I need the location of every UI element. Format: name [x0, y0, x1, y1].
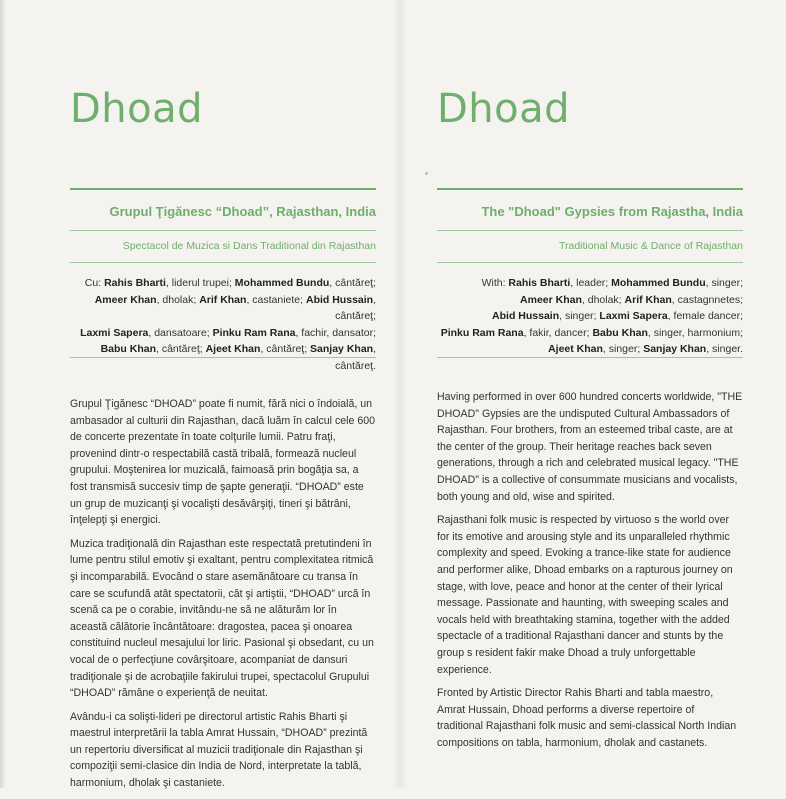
performer-role: , singer; [559, 310, 600, 322]
performer-name: Ajeet Khan [205, 343, 261, 355]
performer-name: Laxmi Sapera [80, 326, 149, 339]
performer-role: , fakir, dancer; [523, 326, 593, 339]
title-rule-left [70, 188, 376, 190]
group-subtitle-left: Grupul Ţigănesc “Dhoad”, Rajasthan, India [109, 204, 376, 219]
performer-name: Babu Khan [100, 343, 156, 355]
performer-role: , dholak; [581, 293, 625, 306]
performer-role: , leader; [570, 277, 612, 289]
performer-name: Arif Khan [624, 293, 672, 306]
performer-name: Arif Khan [199, 293, 247, 306]
speck [425, 172, 428, 175]
performer-name: Pinku Ram Rana [212, 326, 296, 339]
paragraph: Grupul Ţigănesc “DHOAD” poate fi numit, fără nici o îndoială, un ambasador al culturii din Rajasthan, dacă luăm în calcul cele 600 de concerte prezentate în toate colţurile lumii. Patru fraţi, provenind dintr-o respectabilă castă tribală, formează nucleul grupului. Moştenirea lor muzicală, faimoasă prin bogăţia sa, a fost transmisă succesiv timp de şapte generaţii. “DHOAD” este un grup de muzicanţi şi vocalişti desăvârşiţi, tineri şi bătrâni, înţelepţi şi energici. [70, 398, 376, 527]
performer-role: , cântăreţ. [335, 343, 376, 372]
performer-role: , cântăreţ; [335, 293, 376, 322]
subtitle-rule-left [70, 230, 376, 231]
performer-name: Sanjay Khan [310, 343, 374, 355]
paragraph: Avându-i ca solişti-lideri pe directorul artistic Rahis Bharti şi maestrul interpretării la tabla Amrat Hussain, “DHOAD” prezintă un repertoriu diversificat al muzicii tradiţionale din Rajasthan şi compoziţii semi-clasice din India de Nord, interpretate la tablă, harmonium, dholak şi castaniete. [70, 710, 368, 790]
performer-role: , dholak; [156, 293, 200, 306]
credits-rule-left [70, 357, 376, 358]
title-rule-right [437, 188, 743, 190]
performer-role: , castaniete; [246, 293, 306, 306]
performer-name: Ameer Khan [94, 293, 157, 306]
subtitle-rule-right [437, 230, 743, 231]
performer-role: , castagnnetes; [671, 293, 743, 306]
performer-role: , cântăreţ; [260, 343, 311, 355]
show-description-right: Traditional Music & Dance of Rajasthan [558, 240, 743, 252]
performer-role: , cântăreţ; [155, 343, 206, 355]
performer-name: Abid Hussain [305, 293, 374, 306]
book-spine [393, 0, 407, 788]
page-title-right: Dhoad [437, 86, 571, 132]
show-description-left: Spectacol de Muzica si Dans Traditional din Rajasthan [122, 240, 376, 252]
performer-role: , liderul trupei; [165, 277, 235, 289]
credits-right [437, 275, 743, 358]
performer-name: Mohammed Bundu [611, 277, 706, 289]
page-title-left: Dhoad [70, 86, 204, 132]
body-text-right [437, 389, 743, 758]
performer-name: Mohammed Bundu [234, 277, 330, 289]
group-subtitle-right: The "Dhoad" Gypsies from Rajastha, India [481, 204, 743, 219]
performer-name: Laxmi Sapera [599, 310, 668, 322]
performer-name: Ameer Khan [520, 293, 582, 306]
performer-name: Abid Hussain [492, 310, 560, 322]
performer-name: Pinku Ram Rana [440, 326, 524, 339]
page-edge [0, 0, 6, 788]
credits-left [70, 275, 376, 374]
performer-role: , singer, harmonium; [647, 326, 743, 339]
credits-intro: Cu: [84, 277, 105, 289]
paragraph: Having performed in over 600 hundred concerts worldwide, "THE DHOAD" Gypsies are the undisputed Cultural Ambassadors of Rajasthan. Four brothers, from an esteemed tribal caste, are at the center of the group. Their heritage reaches back seven generations, through a rich and celebrated musical legacy. "THE DHOAD" is a collective of consummate musicians and vocalists, both young and old, wise and spirited. [437, 391, 743, 503]
performer-role: , singer; [602, 343, 644, 355]
description-rule-right [437, 262, 743, 263]
performer-role: , singer; [705, 277, 743, 289]
credits-intro: With: [481, 277, 509, 289]
performer-name: Ajeet Khan [548, 343, 603, 355]
paragraph: Fronted by Artistic Director Rahis Bharti and tabla maestro, Amrat Hussain, Dhoad performs a diverse repertoire of traditional Rajasthani folk music and semi-classical North Indian compositions on tabla, harmonium, dholak and castanets. [437, 687, 737, 749]
performer-role: , fachir, dansator; [295, 326, 376, 339]
performer-role: , cântăreţ; [329, 277, 376, 289]
paragraph: Muzica tradiţională din Rajasthan este respectată pretutindeni în lume pentru stilul emotiv şi exaltant, pentru complexitatea ritmică şi incomparabilă. Evocând o stare asemănătoare cu transa în care se scufundă atât spectatorii, cât şi artiştii, “DHOAD” urcă în scenă ca pe o corabie, invitându-ne să ne alăturăm lor în această călătorie încântătoare: dragostea, pacea şi onoarea constituind nucleul mesajului lor liric. Pasional şi obsedant, cu un vocal de o perfecţiune covârşitoare, acompaniat de dansuri tradiţionale şi de acrobaţiile fakirului trupei, spectacolul Grupului “DHOAD” rămâne o experienţă de neuitat. [70, 537, 374, 700]
performer-role: , dansatoare; [148, 326, 213, 339]
body-text-left [70, 396, 376, 799]
performer-name: Sanjay Khan [643, 343, 707, 355]
paragraph: Rajasthani folk music is respected by virtuoso s the world over for its emotive and arousing style and its unparalleled rhythmic complexity and speed. Evoking a trance-like state for audience and performer alike, Dhoad embarks on a rapturous journey on stage, with love, peace and honor at the center of their lyrical message. Passionate and haunting, with sweeping scales and vocals held with breathtaking stamina, together with the added spectacle of a traditional Rajasthani dancer and stunts by the group s resident fakir make Dhoad a truly unforgettable experience. [437, 514, 733, 676]
performer-name: Rahis Bharti [104, 277, 166, 289]
credits-rule-right [437, 357, 743, 358]
performer-name: Babu Khan [592, 326, 648, 339]
performer-role: , singer. [706, 343, 743, 355]
performer-role: , female dancer; [667, 310, 743, 322]
performer-name: Rahis Bharti [508, 277, 571, 289]
description-rule-left [70, 262, 376, 263]
